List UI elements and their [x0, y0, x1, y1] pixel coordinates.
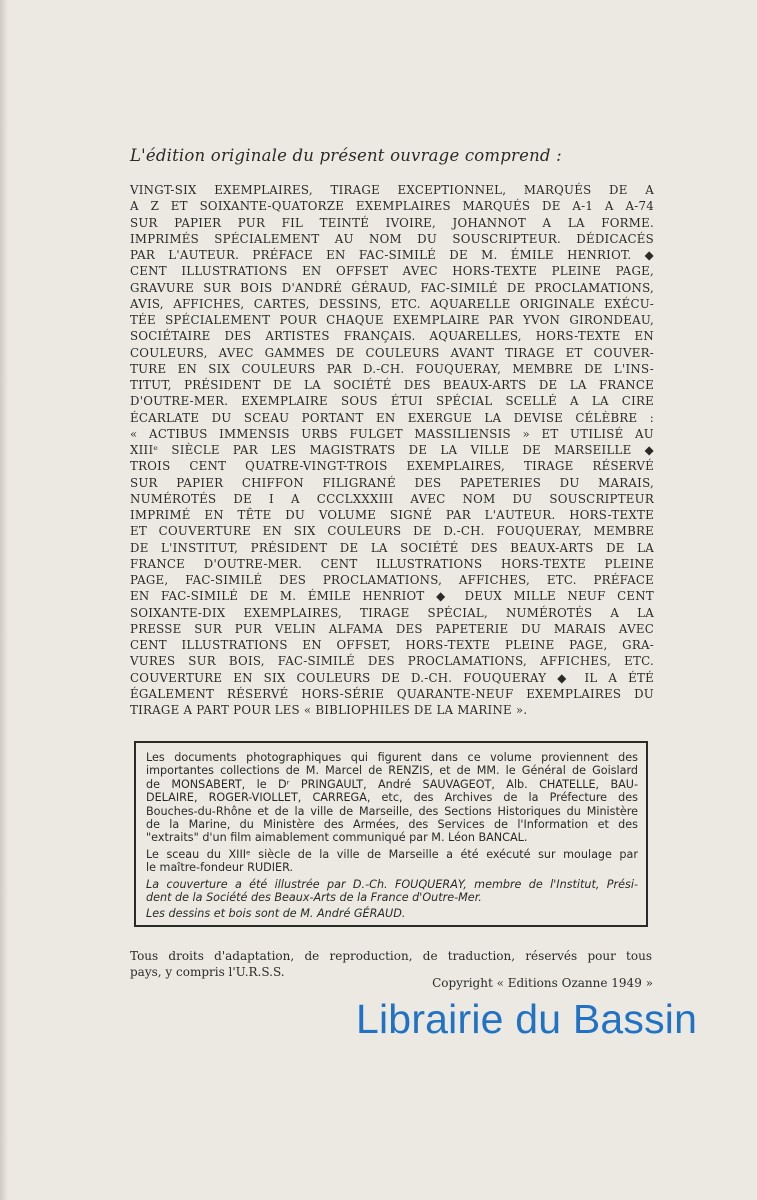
credits-line: La couverture a été illustrée par D.-Ch. FOUQUERAY, membre de l'Institut, Prési- [146, 877, 638, 891]
text-line: TROIS CENT QUATRE-VINGT-TROIS EXEMPLAIRES, TIRAGE RÉSERVÉ [130, 459, 654, 474]
text-line: TITUT, PRÉSIDENT DE LA SOCIÉTÉ DES BEAUX-ARTS DE LA FRANCE [130, 378, 654, 392]
text-line: XIIIᵉ SIÈCLE PAR LES MAGISTRATS DE LA VILLE DE MARSEILLE ◆ [130, 443, 654, 457]
edition-heading: L'édition originale du présent ouvrage comprend : [130, 146, 562, 165]
text-line: ÉCARLATE DU SCEAU PORTANT EN EXERGUE LA DEVISE CÉLÈBRE : [130, 410, 654, 425]
text-line: COUVERTURE EN SIX COULEURS DE D.-CH. FOUQUERAY ◆ IL A ÉTÉ [130, 670, 654, 685]
text-line: PAR L'AUTEUR. PRÉFACE EN FAC-SIMILÉ DE M. ÉMILE HENRIOT. ◆ [130, 248, 654, 262]
text-line: « ACTIBUS IMMENSIS URBS FULGET MASSILIENSIS » ET UTILISÉ AU [130, 426, 654, 441]
credits-line: "extraits" d'un film aimablement communiqué par M. Léon BANCAL. [146, 831, 528, 845]
text-line: CENT ILLUSTRATIONS EN OFFSET AVEC HORS-TEXTE PLEINE PAGE, [130, 264, 654, 279]
copyright-notice: Copyright « Editions Ozanne 1949 » [432, 976, 653, 990]
edition-description [130, 182, 654, 718]
credits-line: Bouches-du-Rhône et de la ville de Marseille, des Sections Historiques du Ministère [146, 804, 638, 818]
text-line: PAGE, FAC-SIMILÉ DES PROCLAMATIONS, AFFICHES, ETC. PRÉFACE [130, 573, 654, 587]
credits-line: Le sceau du XIIIᵉ siècle de la ville de Marseille a été exécuté sur moulage par [146, 847, 638, 861]
text-line: TÉE SPÉCIALEMENT POUR CHAQUE EXEMPLAIRE PAR YVON GIRONDEAU, [130, 313, 654, 327]
text-line: DE L'INSTITUT, PRÉSIDENT DE LA SOCIÉTÉ DES BEAUX-ARTS DE LA [130, 540, 654, 555]
text-line: TIRAGE A PART POUR LES « BIBLIOPHILES DE LA MARINE ». [130, 703, 528, 717]
credits-line: DELAIRE, ROGER-VIOLLET, CARREGA, etc, des Archives de la Préfecture des [146, 791, 638, 805]
credits-photo-sources [146, 751, 638, 845]
text-line: IMPRIMÉS SPÉCIALEMENT AU NOM DU SOUSCRIPTEUR. DÉDICACÉS [130, 231, 654, 246]
page-edge-shadow [0, 0, 8, 1200]
text-line: ÉGALEMENT RÉSERVÉ HORS-SÉRIE QUARANTE-NEUF EXEMPLAIRES DU [130, 686, 654, 701]
rights-line: Tous droits d'adaptation, de reproduction, de traduction, réservés pour tous [130, 949, 652, 963]
text-line: EN FAC-SIMILÉ DE M. ÉMILE HENRIOT ◆ DEUX MILLE NEUF CENT [130, 589, 654, 604]
credits-text [146, 751, 638, 924]
text-line: FRANCE D'OUTRE-MER. CENT ILLUSTRATIONS HORS-TEXTE PLEINE [130, 556, 654, 571]
credits-line: Les documents photographiques qui figurent dans ce volume proviennent des [146, 751, 638, 764]
credits-cover [146, 878, 638, 905]
text-line: IMPRIMÉ EN TÊTE DU VOLUME SIGNÉ PAR L'AUTEUR. HORS-TEXTE [130, 508, 654, 522]
seller-watermark: Librairie du Bassin [356, 996, 698, 1042]
credits-drawings: Les dessins et bois sont de M. André GÉRAUD. [146, 907, 406, 921]
text-line: PRESSE SUR PUR VELIN ALFAMA DES PAPETERIE DU MARAIS AVEC [130, 621, 654, 636]
rights-line: pays, y compris l'U.R.S.S. [130, 965, 285, 979]
credits-line: de MONSABERT, le Dʳ PRINGAULT, André SAUVAGEOT, Alb. CHATELLE, BAU- [146, 777, 638, 791]
credits-line: importantes collections de M. Marcel de RENZIS, et de MM. le Général de Goislard [146, 764, 638, 778]
credits-line: le maître-fondeur RUDIER. [146, 861, 294, 875]
text-line: VURES SUR BOIS, FAC-SIMILÉ DES PROCLAMATIONS, AFFICHES, ETC. [130, 654, 654, 669]
credits-line: dent de la Société des Beaux-Arts de la France d'Outre-Mer. [146, 891, 482, 905]
text-line: TURE EN SIX COULEURS PAR D.-CH. FOUQUERAY, MEMBRE DE L'INS- [130, 361, 654, 376]
text-line: SUR PAPIER CHIFFON FILIGRANÉ DES PAPETERIES DU MARAIS, [130, 475, 654, 490]
text-line: SUR PAPIER PUR FIL TEINTÉ IVOIRE, JOHANNOT A LA FORME. [130, 215, 654, 230]
credits-box [134, 741, 648, 927]
text-line: COULEURS, AVEC GAMMES DE COULEURS AVANT TIRAGE ET COUVER- [130, 345, 654, 360]
text-line: A Z ET SOIXANTE-QUATORZE EXEMPLAIRES MARQUÉS DE A-1 A A-74 [130, 199, 654, 214]
text-line: SOIXANTE-DIX EXEMPLAIRES, TIRAGE SPÉCIAL, NUMÉROTÉS A LA [130, 605, 654, 620]
text-line: VINGT-SIX EXEMPLAIRES, TIRAGE EXCEPTIONNEL, MARQUÉS DE A [130, 183, 654, 197]
text-line: ET COUVERTURE EN SIX COULEURS DE D.-CH. FOUQUERAY, MEMBRE [130, 524, 654, 539]
text-line: SOCIÉTAIRE DES ARTISTES FRANÇAIS. AQUARELLES, HORS-TEXTE EN [130, 329, 654, 344]
text-line: CENT ILLUSTRATIONS EN OFFSET, HORS-TEXTE PLEINE PAGE, GRA- [130, 638, 654, 652]
text-line: AVIS, AFFICHES, CARTES, DESSINS, ETC. AQUARELLE ORIGINALE EXÉCU- [130, 296, 654, 311]
text-line: GRAVURE SUR BOIS D'ANDRÉ GÉRAUD, FAC-SIMILÉ DE PROCLAMATIONS, [130, 280, 654, 295]
credits-line: de la Marine, du Ministère des Armées, des Services de l'Information et des [146, 818, 638, 832]
credits-seal [146, 848, 638, 875]
text-line: NUMÉROTÉS DE I A CCCLXXXIII AVEC NOM DU SOUSCRIPTEUR [130, 491, 654, 506]
text-line: D'OUTRE-MER. EXEMPLAIRE SOUS ÉTUI SPÉCIAL SCELLÉ A LA CIRE [130, 394, 654, 409]
